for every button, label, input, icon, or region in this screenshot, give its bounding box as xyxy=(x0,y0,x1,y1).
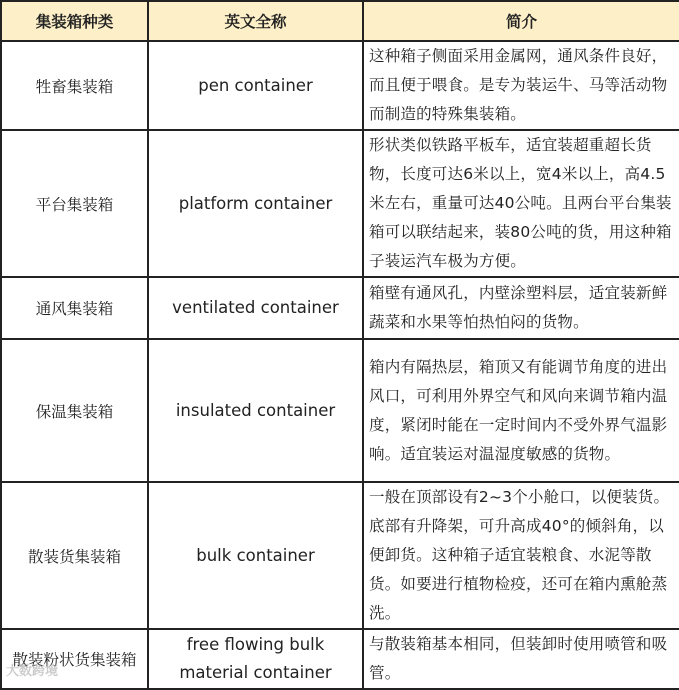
table-row xyxy=(1,277,679,339)
table-row xyxy=(1,130,679,277)
type-cell: 保温集装箱 xyxy=(1,339,148,482)
header-english: 英文全称 xyxy=(148,1,363,41)
description-cell: 与散装箱基本相同，但装卸时使用喷管和吸管。 xyxy=(363,629,679,689)
english-cell: insulated container xyxy=(148,339,363,482)
watermark-logo: 大数跨境 xyxy=(6,664,59,679)
type-cell: 牲畜集装箱 xyxy=(1,41,148,130)
table-row xyxy=(1,41,679,130)
description-cell: 形状类似铁路平板车，适宜装超重超长货物，长度可达6米以上，宽4米以上，高4.5米左右，重量可达40公吨。且两台平台集装箱可以联结起来，装80公吨的货，用这种箱子装运汽车极为方便。 xyxy=(363,130,679,277)
header-description: 简介 xyxy=(363,1,679,41)
english-cell: platform container xyxy=(148,130,363,277)
description-cell: 箱内有隔热层，箱顶又有能调节角度的进出风口，可利用外界空气和风向来调节箱内温度，紧闭时能在一定时间内不受外界气温影响。适宜装运对温湿度敏感的货物。 xyxy=(363,339,679,482)
table-row xyxy=(1,339,679,482)
header-row xyxy=(1,1,679,41)
description-cell: 这种箱子侧面采用金属网，通风条件良好，而且便于喂食。是专为装运牛、马等活动物而制造的特殊集装箱。 xyxy=(363,41,679,130)
description-cell: 箱壁有通风孔，内壁涂塑料层，适宜装新鲜蔬菜和水果等怕热怕闷的货物。 xyxy=(363,277,679,339)
header-type: 集装箱种类 xyxy=(1,1,148,41)
english-cell: free flowing bulk material container xyxy=(148,629,363,689)
english-cell: bulk container xyxy=(148,482,363,629)
description-cell: 一般在顶部设有2~3个小舱口，以便装货。底部有升降架，可升高成40°的倾斜角，以便卸货。这种箱子适宜装粮食、水泥等散货。如要进行植物检疫，还可在箱内熏舱蒸洗。 xyxy=(363,482,679,629)
type-cell: 通风集装箱 xyxy=(1,277,148,339)
table-row xyxy=(1,629,679,689)
type-cell: 平台集装箱 xyxy=(1,130,148,277)
table-row xyxy=(1,482,679,629)
english-cell: ventilated container xyxy=(148,277,363,339)
english-cell: pen container xyxy=(148,41,363,130)
type-cell: 散装货集装箱 xyxy=(1,482,148,629)
type-cell: 散装粉状货集装箱 xyxy=(1,629,148,689)
